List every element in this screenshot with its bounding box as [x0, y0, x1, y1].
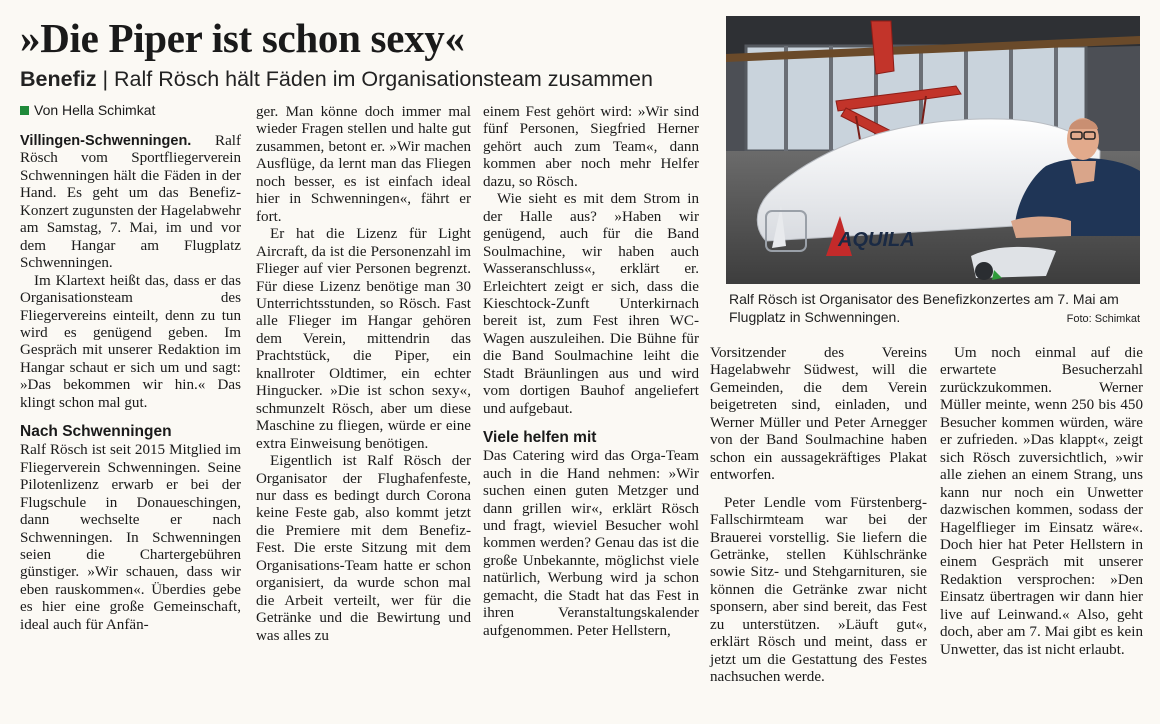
paragraph-text: Ralf Rösch vom Sportfliegerverein Schwenningen hält die Fäden in der Hand. Es geht um das Benefiz-Konzert zugunsten der Hagelabwehr am Samstag, 7. Mai, im und vor dem Hangar am Flugplatz Schwenningen.: [20, 133, 241, 272]
subline-text: Ralf Rösch hält Fäden im Organisationsteam zusammen: [114, 67, 653, 91]
kicker: Benefiz: [20, 67, 97, 91]
byline-square-icon: [20, 106, 29, 115]
paragraph: Wie sieht es mit dem Strom in der Halle aus? »Haben wir genügend, auch für die Band Soulmachine, wir haben auch Wasseranschluss«, erklärt er. Erleichtert zeigt er sich, dass die Kieschtock-Zunft Unterkirnach bereit ist, zum Fest ihren WC-Wagen auszuleihen. Die Bühne für die Band Soulmachine leiht die Stadt Bräunlingen aus und wird vom dortigen Bauhof angeliefert und aufgebaut.: [483, 191, 699, 417]
photo-credit: Foto: Schimkat: [1066, 313, 1140, 325]
column-3: [483, 104, 699, 640]
subheading: Nach Schwenningen: [20, 423, 172, 441]
paragraph: Vorsitzender des Vereins Hagelabwehr Südwest, will die Gemeinden, die dem Verein beigetreten sind, einladen, und Werner Müller und Peter Arnegger von der Band Soulmachine haben schon ein aussagekräftiges Plakat entworfen.: [710, 345, 927, 484]
column-5: [940, 345, 1143, 659]
paragraph: Ralf Rösch ist seit 2015 Mitglied im Fliegerverein Schwenningen. Seine Pilotenlizenz erwarb er bei der Flugschule in Donaueschingen, dann wechselte er nach Schwenningen. In Schwenningen seien die Chartergebühren günstiger. »Wir schauen, dass wir eben rauskommen«. Überdies gebe es hier eine große Gemeinschaft, ideal auch für Anfän-: [20, 442, 241, 633]
paragraph: Das Catering wird das Orga-Team auch in die Hand nehmen: »Wir suchen einen guten Metzger und dann grillen wir«, erklärt Rösch und fragt, wieviel Besucher wohl kommen werden? Genau das ist die große Unbekannte, möglichst viele natürlich, Werbung wird ja schon gemacht, die Stadt hat das Fest in ihren Veranstaltungskalender aufgenommen. Peter Hellstern,: [483, 448, 699, 639]
byline-text: Von Hella Schimkat: [34, 102, 156, 118]
paragraph: [20, 133, 241, 273]
paragraph: Im Klartext heißt das, dass er das Organisationsteam des Fliegervereins einteilt, denn zu tun wird es genügend geben. Im Gespräch mit unserer Redaktion im Hangar schaut er sich um und sagt: »Das bekommen wir hin.« Das klingt schon mal gut.: [20, 272, 241, 411]
column-1: [20, 133, 241, 634]
aquila-logo: AQUILA: [838, 229, 915, 251]
column-4: [710, 345, 927, 687]
photo-caption: [729, 290, 1140, 326]
subheading: Viele helfen mit: [483, 429, 597, 447]
paragraph: Um noch einmal auf die erwartete Besucherzahl zurückzukommen. Werner Müller meinte, wenn 250 bis 450 Besucher kommen würden, wäre er zufrieden. »Das klappt«, zeigt sich Rösch zuversichtlich, »wir alle ziehen an einem Strang, uns kann nur noch ein Unwetter dazwischen kommen, sodass der Hagelflieger im Einsatz wäre«. Doch hier hat Peter Hellstern in einem Gespräch mit unserer Redaktion versprochen: »Den Einsatz übertragen wir dann hier live auf Leinwand.« Also, geht doch, aber am 7. Mai gibt es kein Unwetter, das ist nicht erlaubt.: [940, 345, 1143, 658]
paragraph: Er hat die Lizenz für Light Aircraft, da ist die Personenzahl im Flieger auf vier Personen begrenzt. Für diese Lizenz benötige man 30 Unterrichtsstunden, so Rösch. Fast alle Flieger im Hangar gehören dem Verein, mittendrin das Prachtstück, die Piper, ein knallroter Oldtimer, ein echter Hingucker. »Die ist schon sexy«, schmunzelt Rösch, aber um diese Maschine zu fliegen, würde er eine extra Einweisung benötigen.: [256, 226, 471, 452]
caption-text: Ralf Rösch ist Organisator des Benefizkonzertes am 7. Mai am Flugplatz in Schwenningen.: [729, 291, 1119, 325]
headline: »Die Piper ist schon sexy«: [20, 15, 465, 61]
paragraph: Peter Lendle vom Fürstenberg-Fallschirmteam war bei der Brauerei vorstellig. Sie liefern die Getränke, stellen Kühlschränke sowie Sitz- und Stehgarnituren, sie können die Getränke zwar nicht sponsern, aber sind bereit, das Fest zu unterstützen. »Läuft gut«, erklärt Rösch und meint, dass er jetzt um die Gestattung des Festes nachsuchen werde.: [710, 494, 927, 686]
paragraph: einem Fest gehört wird: »Wir sind fünf Personen, Siegfried Herner gehört auch zum Team«, dann kommen aber noch mehr Helfer dazu, so Rösch.: [483, 104, 699, 190]
column-2: [256, 104, 471, 645]
paragraph: Eigentlich ist Ralf Rösch der Organisator der Flughafenfeste, nur dass es bedingt durch Corona keine Feste gab, also kommt jetzt die Premiere mit dem Benefiz-Fest. Die erste Sitzung mit dem Organisations-Team hatte er schon organisiert, da wurde schon mal die Arbeit verteilt, wer für die Getränke und die Bewirtung und was alles zu: [256, 453, 471, 644]
paragraph: ger. Man könne doch immer mal wieder Fragen stellen und halte gut zusammen, betont er. »Wir machen Ausflüge, da lernt man das Fliegen noch besser, es ist einfach ideal hier in Schwenningen«, fährt er fort.: [256, 104, 471, 225]
subheadline: Benefiz | Ralf Rösch hält Fäden im Organisationsteam zusammen: [20, 67, 653, 91]
hangar-photo: [726, 16, 1140, 284]
dateline: Villingen-Schwenningen.: [20, 133, 192, 149]
byline: [20, 101, 155, 119]
